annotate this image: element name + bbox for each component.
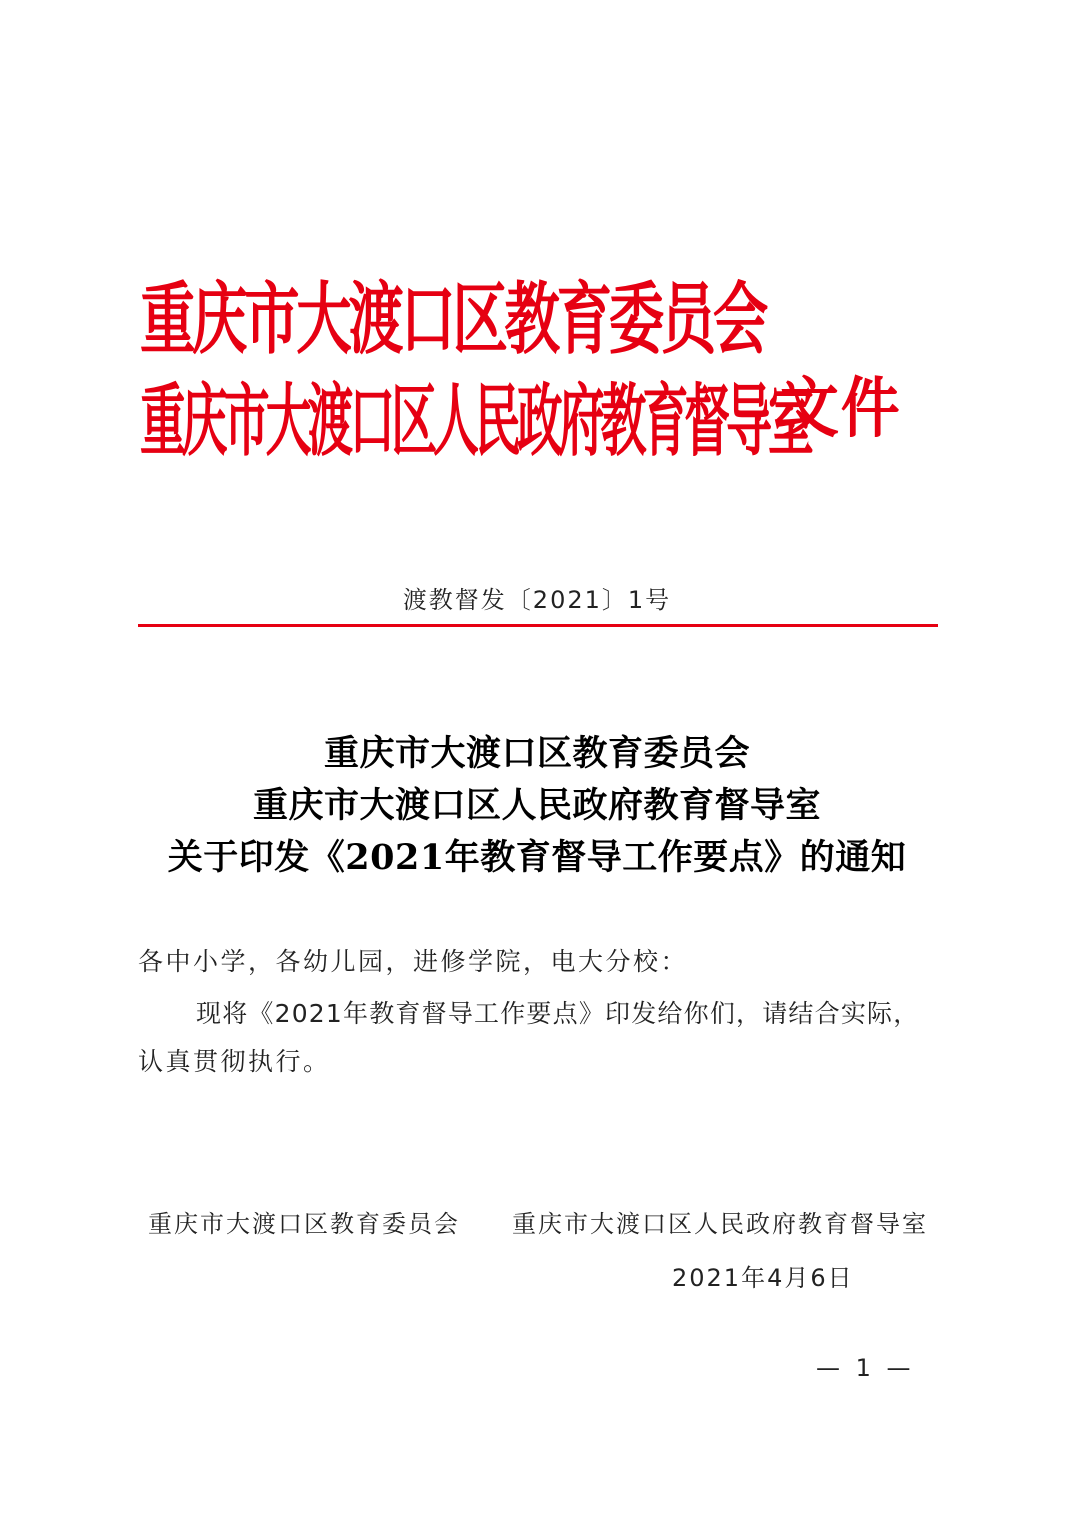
signer-supervision-office: 重庆市大渡口区人民政府教育督导室: [512, 1210, 928, 1238]
notice-title: [100, 728, 974, 884]
signer-education-commission: 重庆市大渡口区教育委员会: [148, 1210, 460, 1238]
body-paragraph-line-1: 现将《2021年教育督导工作要点》印发给你们，请结合实际，: [196, 999, 920, 1028]
letterhead-suffix: 文件: [780, 369, 902, 447]
letterhead-issuer-1: 重庆市大渡口区教育委员会: [140, 272, 765, 365]
body-paragraph-line-2: 认真贯彻执行。: [138, 1047, 331, 1076]
title-line-1: 重庆市大渡口区教育委员会: [323, 733, 750, 774]
title-line-2: 重庆市大渡口区人民政府教育督导室: [252, 785, 821, 826]
red-letterhead: [140, 272, 940, 492]
red-divider: [138, 624, 938, 627]
letterhead-issuer-2: 重庆市大渡口区人民政府教育督导室: [140, 375, 810, 468]
document-number: 渡教督发〔2021〕1号: [402, 586, 672, 614]
salutation: 各中小学，各幼儿园，进修学院，电大分校：: [138, 947, 689, 976]
page-number: — 1 —: [816, 1354, 915, 1382]
title-line-3: 关于印发《2021年教育督导工作要点》的通知: [167, 837, 907, 878]
issue-date: 2021年4月6日: [672, 1264, 854, 1292]
